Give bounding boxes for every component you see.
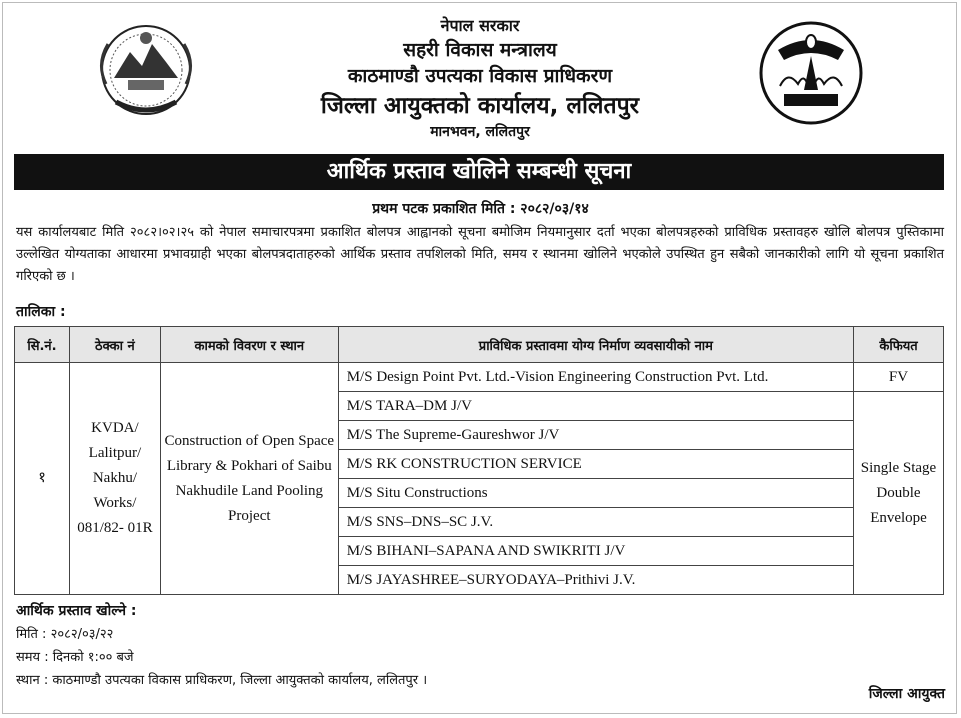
cell-sn: १ xyxy=(15,363,70,595)
header-address: मानभवन, ललितपुर xyxy=(430,124,530,140)
cell-firm: M/S RK CONSTRUCTION SERVICE xyxy=(338,450,853,479)
table-label: तालिका : xyxy=(16,304,66,320)
header-ministry: सहरी विकास मन्त्रालय xyxy=(403,39,557,61)
nepal-government-emblem xyxy=(86,14,206,126)
table-header-row xyxy=(15,327,944,363)
col-description-header: कामको विवरण र स्थान xyxy=(160,327,338,363)
header-government: नेपाल सरकार xyxy=(440,16,520,35)
cell-remark-envelope: Single Stage Double Envelope xyxy=(854,392,944,595)
opening-details xyxy=(16,600,427,692)
kvda-logo xyxy=(758,20,864,126)
intro-paragraph: यस कार्यालयबाट मिति २०८२।०२।२५ को नेपाल समाचारपत्रमा प्रकाशित बोलपत्र आह्वानको सूचना बमोजिम नियमानुसार दर्ता भएका बोलपत्रहरुको प्राविधिक प्रस्तावहरु खोलि बोलपत्र पुस्तिकामा उल्लेखित योग्यताका आधारमा प्रभावग्राही भएका बोलपत्रदाताहरुको आर्थिक प्रस्ताव तपशिलको मिति, समय र स्थानमा खोलिने भएकोले उपस्थित हुन सबैको जानकारीको लागि यो सूचना प्रकाशित गरिएको छ । xyxy=(16,225,944,284)
col-remarks-header: कैफियत xyxy=(854,327,944,363)
cell-firm: M/S JAYASHREE–SURYODAYA–Prithivi J.V. xyxy=(338,566,853,595)
col-contract-header: ठेक्का नं xyxy=(69,327,160,363)
header-authority: काठमाण्डौ उपत्यका विकास प्राधिकरण xyxy=(347,65,613,87)
opening-time: समय : दिनको १:०० बजे xyxy=(16,650,134,665)
cell-firm: M/S Design Point Pvt. Ltd.-Vision Engineering Construction Pvt. Ltd. xyxy=(338,363,853,392)
cell-description: Construction of Open Space Library & Pokhari of Saibu Nakhudile Land Pooling Project xyxy=(160,363,338,595)
opening-heading: आर्थिक प्रस्ताव खोल्ने : xyxy=(16,603,137,619)
opening-date: मिति : २०८२/०३/२२ xyxy=(16,627,114,642)
tender-table xyxy=(14,326,944,595)
cell-firm: M/S BIHANI–SAPANA AND SWIKRITI J/V xyxy=(338,537,853,566)
cell-firm: M/S Situ Constructions xyxy=(338,479,853,508)
cell-firm: M/S The Supreme-Gaureshwor J/V xyxy=(338,421,853,450)
publication-date: प्रथम पटक प्रकाशित मिति : २०८२/०३/१४ xyxy=(372,201,589,217)
signatory: जिल्ला आयुक्त xyxy=(868,686,945,702)
notice-title-banner: आर्थिक प्रस्ताव खोलिने सम्बन्धी सूचना xyxy=(14,154,944,190)
header-office: जिल्ला आयुक्तको कार्यालय, ललितपुर xyxy=(320,93,640,119)
col-sn-header: सि.नं. xyxy=(15,327,70,363)
cell-firm: M/S TARA–DM J/V xyxy=(338,392,853,421)
table-row xyxy=(15,363,944,392)
cell-remark-fv: FV xyxy=(854,363,944,392)
opening-place: स्थान : काठमाण्डौ उपत्यका विकास प्राधिकरण, जिल्ला आयुक्तको कार्यालय, ललितपुर । xyxy=(16,673,428,688)
col-firms-header: प्राविधिक प्रस्तावमा योग्य निर्माण व्यवसायीको नाम xyxy=(338,327,853,363)
cell-firm: M/S SNS–DNS–SC J.V. xyxy=(338,508,853,537)
cell-contract-no: KVDA/ Lalitpur/ Nakhu/ Works/ 081/82- 01R xyxy=(69,363,160,595)
